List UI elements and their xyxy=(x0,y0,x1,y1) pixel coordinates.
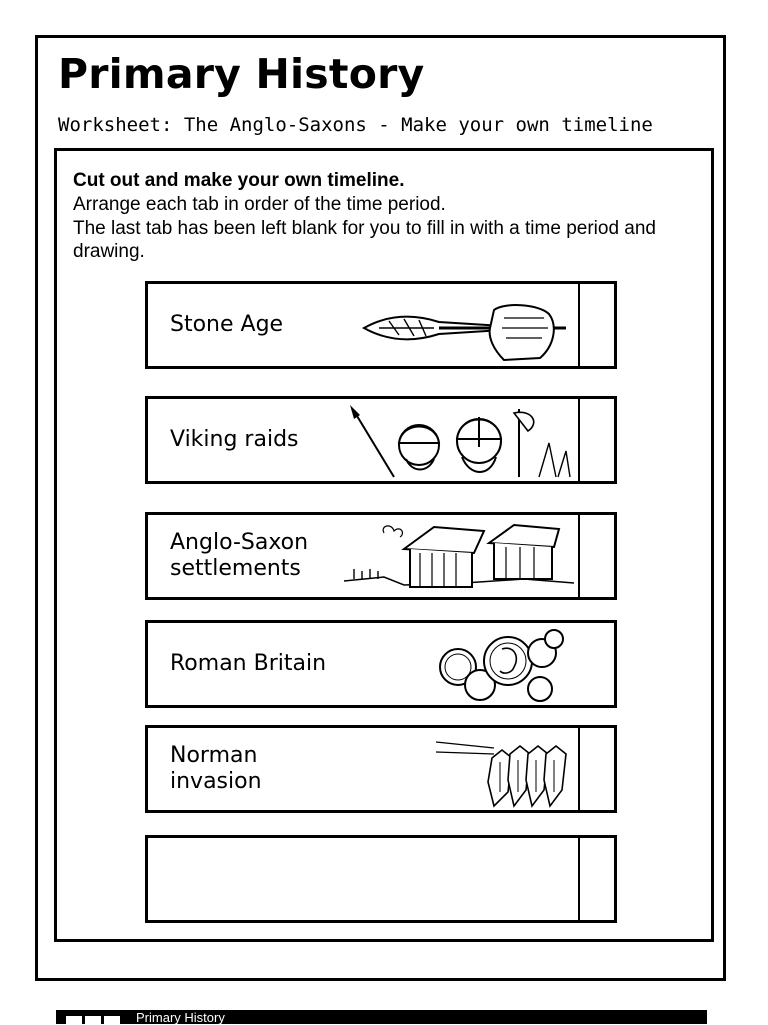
timeline-tab-stone-age[interactable] xyxy=(145,281,617,369)
worksheet-subtitle: Worksheet: The Anglo-Saxons - Make your own timeline xyxy=(58,114,653,136)
instructions xyxy=(73,169,693,264)
tab-divider xyxy=(578,515,580,597)
tab-divider xyxy=(578,838,580,920)
footer-text: Primary History xyxy=(136,1010,225,1025)
viking-warriors-icon xyxy=(344,403,574,479)
timeline-tab-norman-invasion[interactable] xyxy=(145,725,617,813)
instructions-line-2: The last tab has been left blank for you to fill in with a time period and drawing. xyxy=(73,217,656,263)
worksheet-frame xyxy=(35,35,726,981)
timeline-tab-roman-britain[interactable] xyxy=(145,620,617,708)
tab-label: Anglo-Saxon settlements xyxy=(170,529,309,581)
tab-label: Stone Age xyxy=(170,311,284,337)
thatched-huts-icon xyxy=(344,519,574,595)
broadcaster-logo-icon xyxy=(66,1016,120,1024)
tab-label xyxy=(170,838,340,920)
timeline-panel xyxy=(54,148,714,942)
timeline-tab-viking-raids[interactable] xyxy=(145,396,617,484)
tab-label: Roman Britain xyxy=(170,650,327,676)
timeline-tab-blank[interactable] xyxy=(145,835,617,923)
page-title: Primary History xyxy=(58,50,425,98)
tab-divider xyxy=(578,728,580,810)
tab-divider xyxy=(578,284,580,366)
timeline-tab-anglo-saxon-settlements[interactable] xyxy=(145,512,617,600)
tab-divider xyxy=(578,399,580,481)
instructions-line-1: Arrange each tab in order of the time period. xyxy=(73,193,446,215)
norman-soldiers-icon xyxy=(344,732,574,808)
tab-label: Viking raids xyxy=(170,426,299,452)
footer-bar xyxy=(56,1010,707,1024)
spear-hand-icon xyxy=(344,288,574,364)
tab-label: Norman invasion xyxy=(170,742,262,794)
roman-coins-icon xyxy=(344,627,574,703)
instructions-heading: Cut out and make your own timeline. xyxy=(73,170,405,191)
